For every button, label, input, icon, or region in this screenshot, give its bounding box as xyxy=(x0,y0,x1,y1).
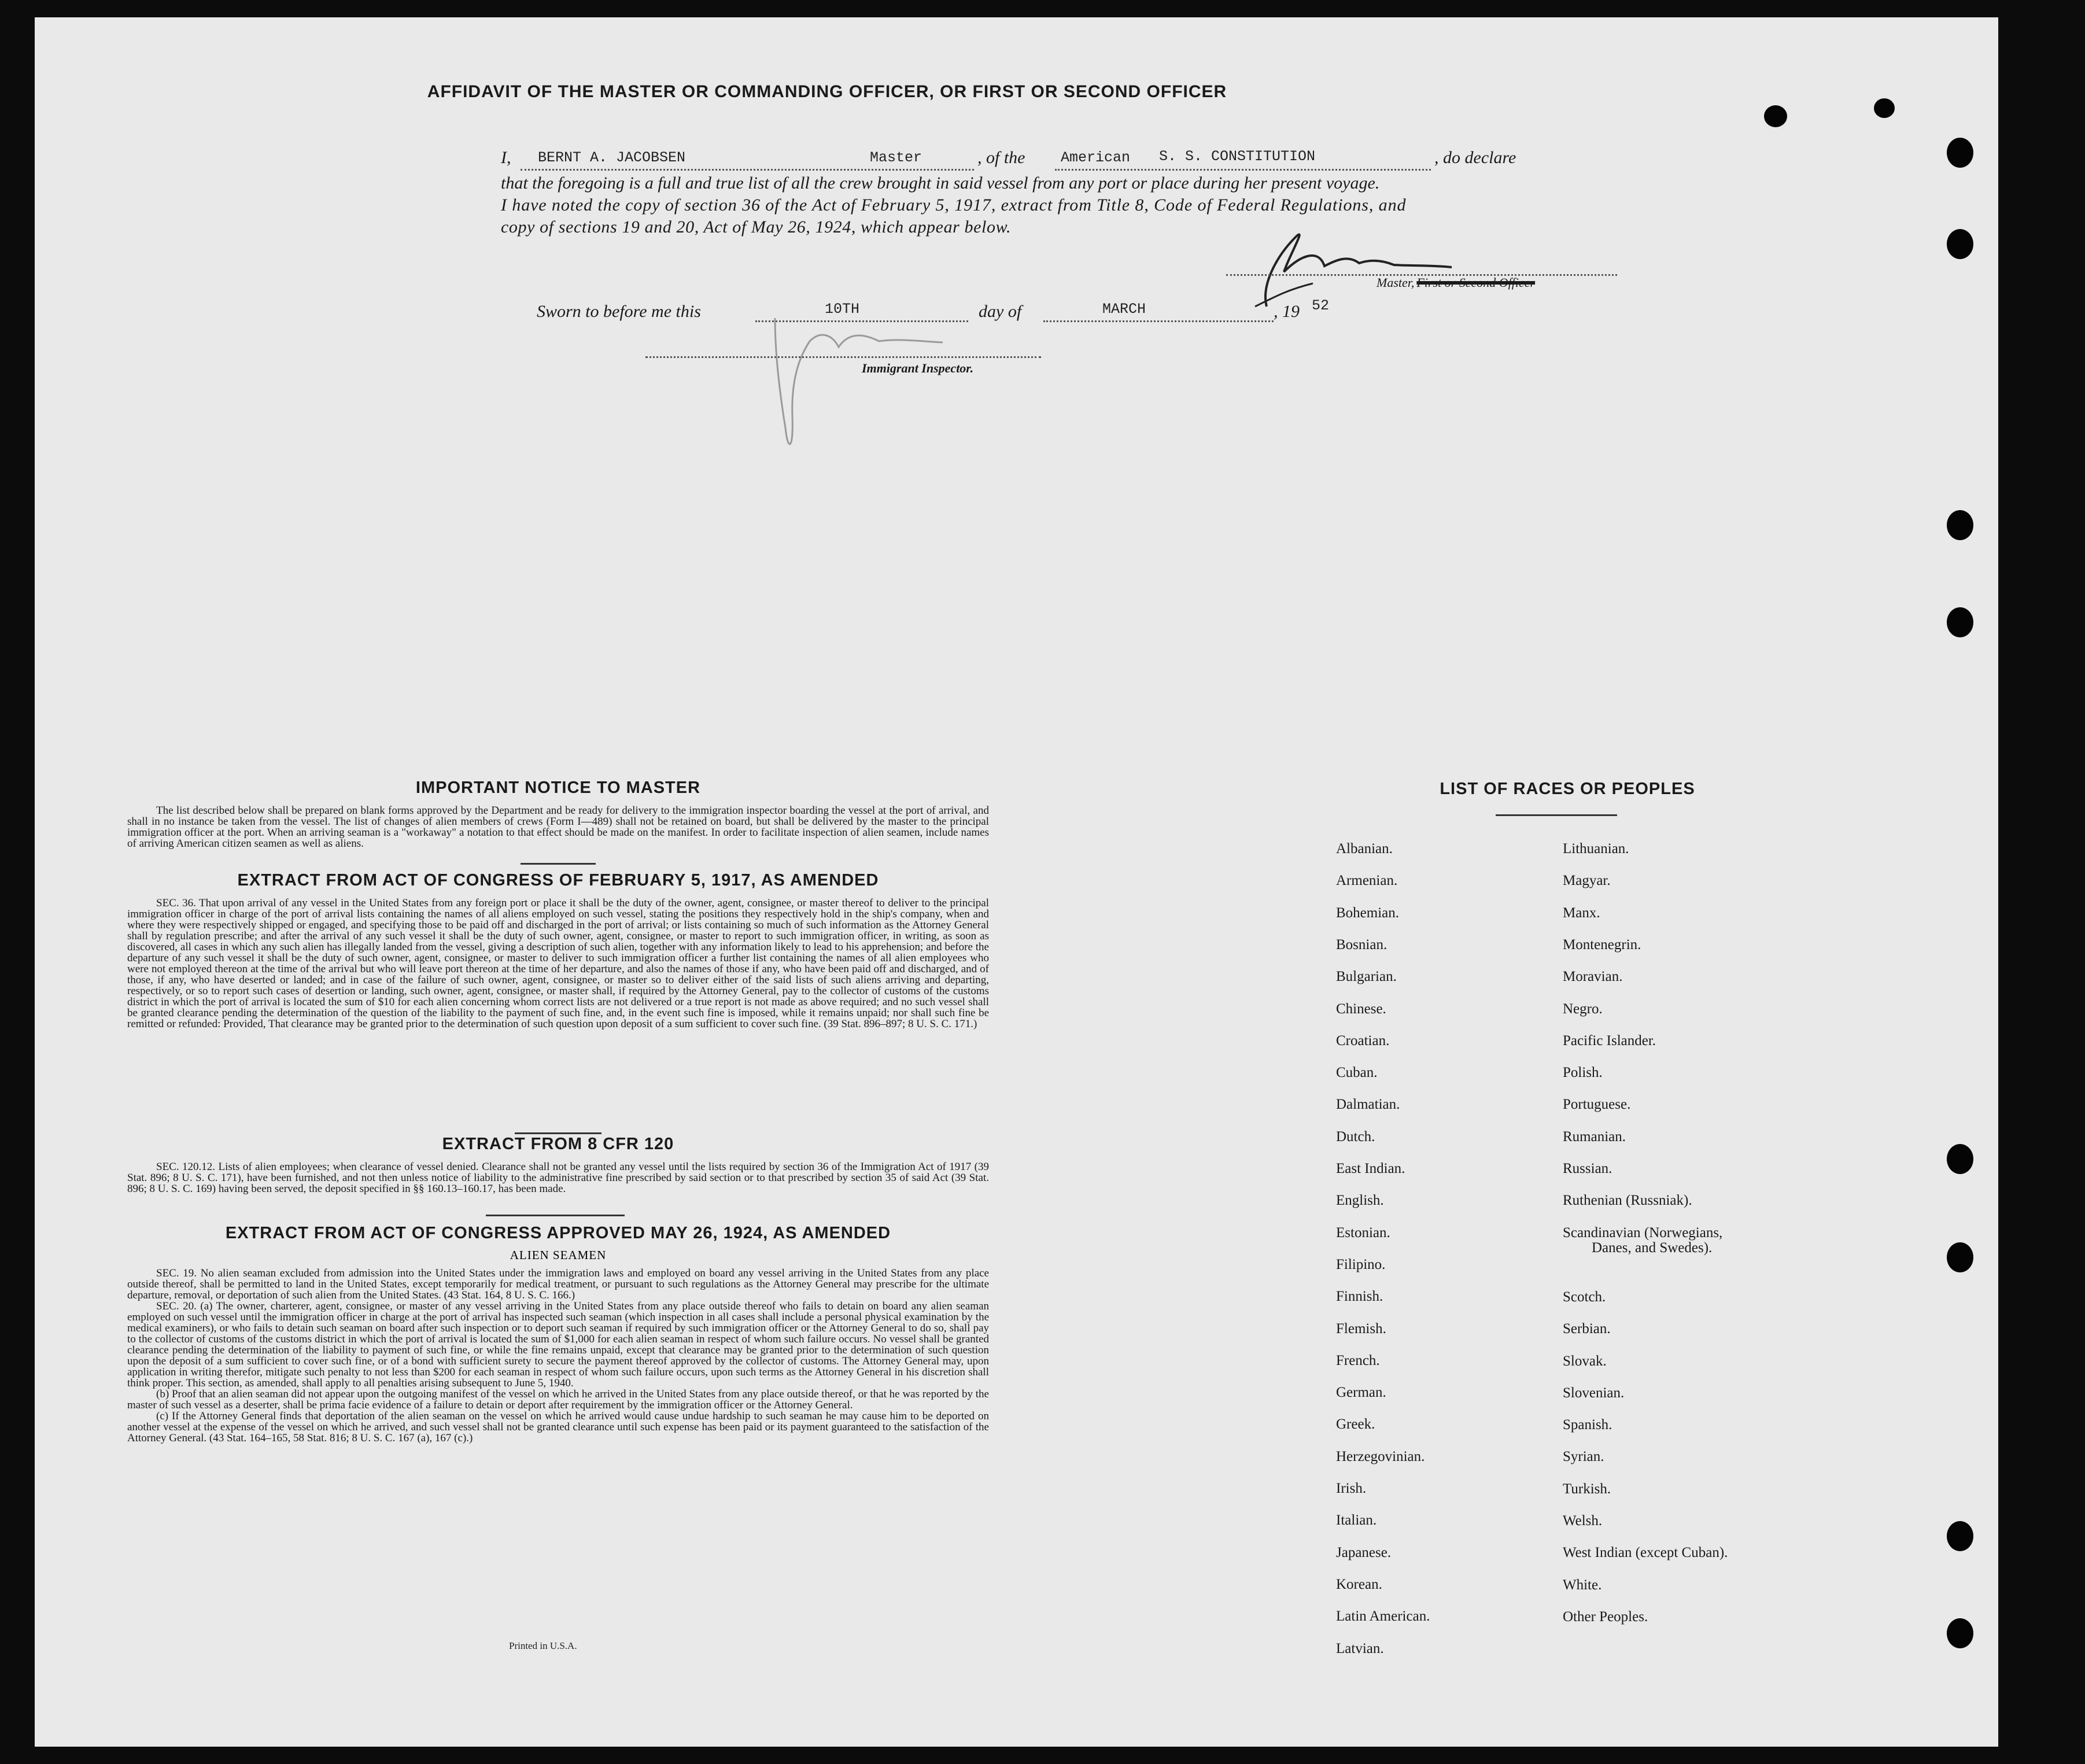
race-item: Serbian. xyxy=(1563,1321,1611,1337)
affidavit-line-3: I have noted the copy of section 36 of the Act of February 5, 1917, extract from Title 8, Code of Federal Regulations, and xyxy=(501,195,1407,215)
punch-hole xyxy=(1947,1618,1973,1648)
extract-1917-title: EXTRACT FROM ACT OF CONGRESS OF FEBRUARY 5, 1917, AS AMENDED xyxy=(237,871,879,890)
race-item: Bohemian. xyxy=(1336,905,1400,921)
race-item: Slovenian. xyxy=(1563,1385,1625,1401)
race-item: Armenian. xyxy=(1336,873,1398,889)
race-item: Filipino. xyxy=(1336,1256,1386,1272)
notice-body: The list described below shall be prepared on blank forms approved by the Department and be ready for delivery to the immigration inspector boarding the vessel at the port of arrival, and shall in no instance be taken from the vessel. The list of changes of alien members of crews (Form I—489) shall not be retained on board, but shall be delivered by the master to the principal immigration officer at the port. When an arriving seaman is a "workaway" a notation to that effect should be made on the manifest. In order to facilitate inspection of alien seamen, include names of arriving American citizen seamen as well as aliens. xyxy=(127,804,989,850)
race-item: English. xyxy=(1336,1193,1384,1209)
race-item: Rumanian. xyxy=(1563,1128,1626,1145)
divider xyxy=(521,863,596,865)
race-item: Irish. xyxy=(1336,1481,1367,1496)
inspector-caption: Immigrant Inspector. xyxy=(862,361,974,375)
race-item: Other Peoples. xyxy=(1563,1608,1648,1625)
punch-hole xyxy=(1947,1242,1973,1272)
race-item: Herzegovinian. xyxy=(1336,1448,1425,1464)
month-value: MARCH xyxy=(1102,301,1146,318)
race-item: West Indian (except Cuban). xyxy=(1563,1545,1728,1561)
document-page xyxy=(35,17,1998,1747)
race-item: Cuban. xyxy=(1336,1065,1378,1081)
race-item: Magyar. xyxy=(1563,873,1611,889)
race-item: Albanian. xyxy=(1336,841,1393,857)
day-value: 10TH xyxy=(825,301,860,318)
race-item: Chinese. xyxy=(1336,1001,1386,1017)
punch-hole xyxy=(1947,1144,1973,1174)
of-the-label: , of the xyxy=(977,148,1025,167)
race-item: Manx. xyxy=(1563,905,1600,921)
race-item: Slovak. xyxy=(1563,1353,1607,1369)
race-item: Flemish. xyxy=(1336,1320,1386,1337)
race-item: Welsh. xyxy=(1563,1513,1603,1529)
divider xyxy=(1496,814,1617,816)
punch-hole xyxy=(1947,607,1973,637)
ink-blot xyxy=(1874,98,1895,118)
affidavit-title: AFFIDAVIT OF THE MASTER OR COMMANDING OFFICER, OR FIRST OR SECOND OFFICER xyxy=(427,82,1227,101)
month-field xyxy=(1043,301,1274,322)
race-item: Russian. xyxy=(1563,1161,1612,1176)
affidavit-line-1 xyxy=(501,148,1623,174)
race-item: Ruthenian (Russniak). xyxy=(1563,1193,1692,1209)
race-item: French. xyxy=(1336,1352,1380,1368)
race-item: Scandinavian (Norwegians, xyxy=(1563,1224,1723,1241)
master-signature xyxy=(1243,220,1504,312)
race-item: Japanese. xyxy=(1336,1544,1392,1560)
race-item: Lithuanian. xyxy=(1563,841,1629,857)
sec-20c-paragraph: (c) If the Attorney General finds that deportation of the alien seaman on the vessel on which he arrived would cause undue hardship to such seaman he may cause him to be deported on another vessel at the expense of the vessel on which he arrived, and such vessel shall not be granted clearance until such expense has been paid or its payment guaranteed to the satisfaction of the Attorney General. (43 Stat. 164–165, 58 Stat. 816; 8 U. S. C. 167 (a), 167 (c).) xyxy=(127,1410,989,1444)
extract-1924-body xyxy=(127,1268,989,1444)
race-item: Syrian. xyxy=(1563,1449,1604,1465)
day-of-label: day of xyxy=(979,302,1022,321)
punch-hole xyxy=(1947,510,1973,540)
master-label: Master, xyxy=(1377,275,1415,290)
race-item: Portuguese. xyxy=(1563,1097,1631,1113)
race-item: White. xyxy=(1563,1577,1602,1593)
affidavit-line-4: copy of sections 19 and 20, Act of May 26, 1924, which appear below. xyxy=(501,217,1012,237)
punch-hole xyxy=(1947,229,1973,259)
notice-title: IMPORTANT NOTICE TO MASTER xyxy=(415,778,701,797)
race-item: Finnish. xyxy=(1336,1289,1383,1305)
sec-20a-paragraph: SEC. 20. (a) The owner, charterer, agent, consignee, or master of any vessel arriving in the United States from any place outside thereof who fails to detain on board any alien seaman employed on such vessel until the immigration officer in charge at the port of arrival has inspected such seaman (which inspection in all cases shall include a personal physical examination by the medical examiners), or who fails to detain such seaman on board after such inspection or to deport such seaman if required by such immigration officer or the Attorney General to do so, shall pay to the collector of customs of the customs district in which the port of arrival is located the sum of $1,000 for each alien seaman in respect of whom such failure occurs. No vessel shall be granted clearance pending the determination of the liability to payment of such fine, or while the fine remains unpaid, except that clearance may be granted prior to the determination of such question upon the deposit of a sum sufficient to cover such fine, or of a bond with sufficient surety to secure the payment thereof approved by the collector of customs. The Attorney General may, upon application in writing therefor, mitigate such penalty to not less than $200 for each seaman in respect of whom such failure occurs, upon such terms as the Attorney General in his discretion shall think proper. This section, as amended, shall apply to all penalties arising subsequent to June 5, 1940. xyxy=(127,1300,989,1389)
race-item: Bulgarian. xyxy=(1336,969,1397,985)
year-prefix: , 19 xyxy=(1274,302,1300,321)
race-item: Dalmatian. xyxy=(1336,1097,1400,1113)
race-item: Polish. xyxy=(1563,1065,1603,1081)
nationality-value: American xyxy=(1061,149,1131,166)
race-item: Danes, and Swedes). xyxy=(1592,1239,1713,1256)
race-item: Korean. xyxy=(1336,1576,1382,1592)
race-item: Latvian. xyxy=(1336,1640,1384,1656)
race-item: Italian. xyxy=(1336,1512,1377,1529)
name-value: BERNT A. JACOBSEN xyxy=(538,149,686,166)
extract-1924-title: EXTRACT FROM ACT OF CONGRESS APPROVED MAY 26, 1924, AS AMENDED xyxy=(225,1224,891,1242)
divider xyxy=(486,1215,625,1216)
race-item: Dutch. xyxy=(1336,1128,1375,1145)
affidavit-line-2: that the foregoing is a full and true list of all the crew brought in said vessel from any port or place during her present voyage. xyxy=(501,174,1380,193)
rank-value: Master xyxy=(870,149,922,166)
sec-19-paragraph: SEC. 19. No alien seaman excluded from admission into the United States under the immigration laws and employed on board any vessel arriving in the United States from any place outside thereof, shall be permitted to land in the United States, except temporarily for medical treatment, or pursuant to such regulations as the Attorney General may prescribe for the ultimate departure, removal, or deportation of such alien from the United States. (43 Stat. 164, 8 U. S. C. 166.) xyxy=(127,1267,989,1301)
divider xyxy=(515,1132,601,1134)
race-item: Croatian. xyxy=(1336,1032,1390,1049)
struck-officer-label: First or Second Officer xyxy=(1416,275,1536,290)
race-item: Spanish. xyxy=(1563,1417,1612,1433)
race-item: Moravian. xyxy=(1563,969,1623,985)
sec-20b-paragraph: (b) Proof that an alien seaman did not appear upon the outgoing manifest of the vessel on which he arrived in the United States from any place outside thereof, or that he was reported by the master of such vessel as a deserter, shall be prima facie evidence of a failure to detain or deport after requirement by the immigration officer or the Attorney General. xyxy=(127,1388,989,1411)
race-item: Negro. xyxy=(1563,1001,1603,1017)
race-item: German. xyxy=(1336,1385,1386,1401)
printed-in-usa: Printed in U.S.A. xyxy=(509,1640,577,1651)
race-item: Turkish. xyxy=(1563,1481,1611,1497)
race-item: Estonian. xyxy=(1336,1224,1390,1241)
race-item: Pacific Islander. xyxy=(1563,1032,1656,1049)
inspector-signature xyxy=(752,295,1001,463)
i-label: I, xyxy=(501,148,511,167)
ink-blot xyxy=(1764,105,1787,127)
race-item: Latin American. xyxy=(1336,1608,1430,1625)
races-title: LIST OF RACES OR PEOPLES xyxy=(1440,780,1695,798)
race-item: Greek. xyxy=(1336,1416,1375,1433)
name-field xyxy=(521,148,974,171)
race-item: Bosnian. xyxy=(1336,936,1387,953)
extract-cfr-title: EXTRACT FROM 8 CFR 120 xyxy=(442,1135,674,1153)
race-item: Scotch. xyxy=(1563,1289,1606,1305)
year-value: 52 xyxy=(1312,297,1330,314)
extract-1924-subtitle: ALIEN SEAMEN xyxy=(510,1248,607,1262)
vessel-value: S. S. CONSTITUTION xyxy=(1159,148,1316,165)
race-item: East Indian. xyxy=(1336,1161,1405,1176)
race-item: Montenegrin. xyxy=(1563,936,1641,953)
inspector-signature-line xyxy=(645,356,1041,358)
punch-hole xyxy=(1947,1521,1973,1551)
extract-cfr-body: SEC. 120.12. Lists of alien employees; when clearance of vessel denied. Clearance shall not be granted any vessel until the lists required by section 36 of the Immigration Act of 1917 (39 Stat. 896; 8 U. S. C. 171), have been furnished, and not then unless notice of liability to the administrative fine prescribed by said section or to that prescribed by section 35 of said Act (39 Stat. 896; 8 U. S. C. 169) having been served, the deposit specified in §§ 160.13–160.17, has been made. xyxy=(127,1161,989,1195)
master-caption xyxy=(1377,275,1535,290)
do-declare-label: , do declare xyxy=(1434,148,1516,167)
vessel-field xyxy=(1055,148,1431,171)
punch-hole xyxy=(1947,138,1973,168)
sworn-label: Sworn to before me this xyxy=(537,302,701,321)
extract-1917-body: SEC. 36. That upon arrival of any vessel in the United States from any foreign port or place it shall be the duty of the owner, agent, consignee, or master thereof to deliver to the principal immigration officer in charge of the port of arrival lists containing the names of all aliens employed on such vessel, stating the positions they respectively hold in the ship's company, when and where they were respectively shipped or engaged, and specifying those to be paid off and discharged in the port of arrival; or lists containing so much of such information as the Attorney General shall by regulation prescribe; and after the arrival of any such vessel it shall be the duty of such owner, agent, consignee, or master to report to such immigration officer, in writing, as soon as discovered, all cases in which any such alien has illegally landed from the vessel, giving a description of such alien, together with any information likely to lead to his apprehension; and before the departure of any such vessel it shall be the duty of such owner, agent, consignee, or master to deliver to such immigration officer a further list containing the names of all alien employees who were not employed thereon at the time of the arrival but who will leave port thereon at the time of her departure, and also the names of those if any, who have been paid off and discharged, and of those, if any, who have deserted or landed; and in case of the failure of such owner, agent, consignee, or master so to deliver either of the said lists of such aliens arriving and departing, respectively, or so to report such cases of desertion or landing, such owner, agent, consignee, or master shall, if required by the Attorney General, pay to the collector of customs of the customs district in which the port of arrival is located the sum of $10 for each alien concerning whom correct lists are not delivered or a true report is not made as above required; and no such vessel shall be granted clearance pending the determination of the question of the liability to the payment of such fine, and, in the event such fine is imposed, while it remains unpaid; nor shall such fine be remitted or refunded: Provided, That clearance may be granted prior to the determination of such question upon deposit of a sum sufficient to cover such fine. (39 Stat. 896–897; 8 U. S. C. 171.) xyxy=(127,897,989,1030)
